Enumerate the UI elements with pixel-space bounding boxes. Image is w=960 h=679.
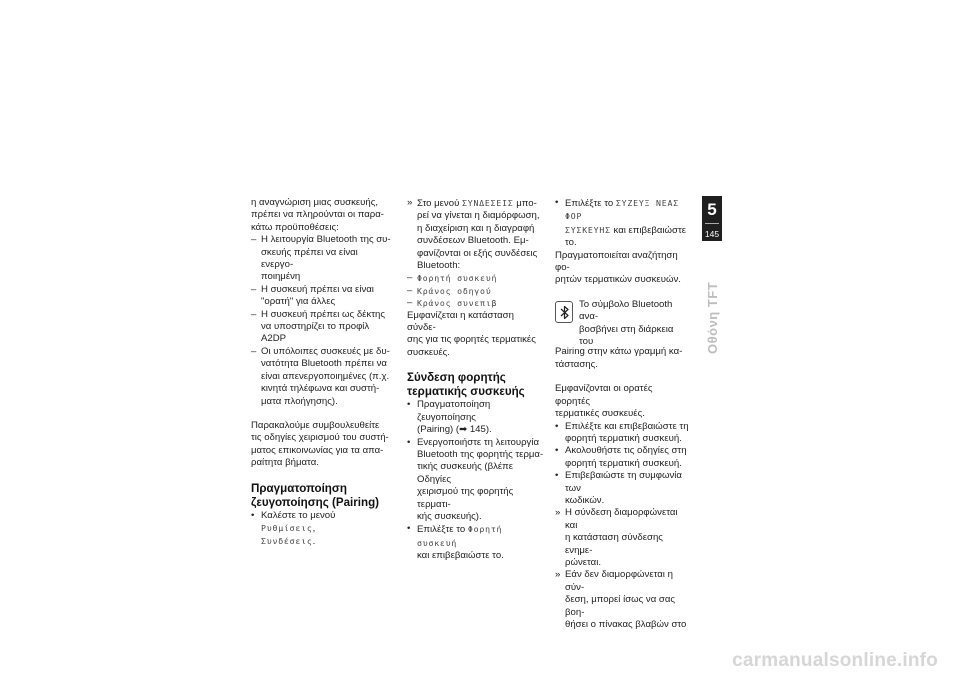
bullet-item xyxy=(555,421,689,446)
menu-name: Ρυθμίσεις xyxy=(261,522,313,533)
bullet-line: Επιλέξτε και επιβεβαιώστε τη xyxy=(565,420,689,432)
section-heading: ζευγοποίησης (Pairing) xyxy=(251,495,380,509)
menu-name: Φορητή συσκευή xyxy=(417,524,503,548)
paragraph-line: τερματικές συσκευές. xyxy=(555,408,645,420)
bullet-text: και επιβεβαιώστε xyxy=(610,224,687,236)
result-line: Εάν δεν διαμορφώνεται η σύν- xyxy=(565,569,673,593)
bullet-marker: • xyxy=(555,197,559,208)
dash-line: ματα πλοήγησης). xyxy=(261,395,338,407)
bullet-marker: • xyxy=(407,436,411,448)
intro-line: κάτω προϋποθέσεις: xyxy=(251,221,339,233)
result-line: θήσει ο πίνακας βλαβών στο xyxy=(565,619,687,630)
dash-line: νατότητα Bluetooth πρέπει να xyxy=(261,358,387,370)
dash-marker: – xyxy=(407,284,413,296)
dash-line: Οι υπόλοιπες συσκευές με δυ- xyxy=(261,345,390,357)
arrow-marker: » xyxy=(555,569,561,581)
chapter-tab xyxy=(702,196,722,241)
bluetooth-note xyxy=(555,299,689,349)
bullet-line: Επιβεβαιώστε τη συμφωνία των xyxy=(565,470,682,494)
bullet-line: χειρισμού της φορητής τερματι- xyxy=(417,486,514,510)
text-column-2 xyxy=(407,197,545,563)
paragraph-line: Παρακαλούμε συμβουλευθείτε xyxy=(251,419,380,431)
bullet-marker: • xyxy=(407,399,411,411)
separator: , xyxy=(312,522,316,534)
result-line: ρώνεται. xyxy=(565,556,602,568)
paragraph-line: Εμφανίζονται οι ορατές φορητές xyxy=(555,383,653,407)
chapter-title-strip xyxy=(703,244,723,354)
punctuation: . xyxy=(312,536,316,548)
dash-item xyxy=(251,284,391,309)
dash-line: να υποστηρίζει το προφίλ A2DP xyxy=(261,321,370,345)
bullet-text: Επιλέξτε το xyxy=(565,198,616,209)
result-line: Bluetooth: xyxy=(417,260,461,272)
bullet-text: Επιλέξτε το xyxy=(417,524,468,536)
dash-marker: – xyxy=(407,297,413,309)
dash-marker: – xyxy=(251,308,257,320)
menu-name: ΣΥΖΕΥΞ ΝΕΑΣ ΦΟΡ xyxy=(565,198,679,222)
section-heading: τερματικής συσκευής xyxy=(407,385,525,399)
bullet-line: Ακολουθήστε τις οδηγίες στη xyxy=(565,445,687,457)
paragraph-line: ραίτητα βήματα. xyxy=(251,457,319,469)
bluetooth-icon xyxy=(555,301,573,323)
dash-line: κινητά τηλέφωνα και συστή- xyxy=(261,383,380,395)
text-column-1 xyxy=(251,197,391,549)
bullet-item xyxy=(555,470,689,507)
section-heading: Πραγματοποίηση xyxy=(251,481,347,495)
dash-item xyxy=(251,309,391,346)
paragraph-line: σης για τις φορητές τερματικές xyxy=(407,334,536,346)
bullet-text: Καλέστε το μενού xyxy=(261,509,336,521)
bullet-line: τικής συσκευής (βλέπε Οδηγίες xyxy=(417,461,514,485)
result-line: συνδέσεων Bluetooth. Εμ- xyxy=(417,235,529,247)
paragraph-line: συσκευές. xyxy=(407,346,450,358)
chapter-title: Οθόνη TFT xyxy=(705,281,720,354)
page-number: 145 xyxy=(704,229,720,239)
bullet-line: (Pairing) (➡ 145). xyxy=(417,424,492,436)
dash-item xyxy=(251,346,391,408)
dash-item xyxy=(407,272,545,284)
dash-item xyxy=(251,234,391,284)
arrow-marker: » xyxy=(555,507,561,519)
intro-line: η αναγνώριση μιας συσκευής, xyxy=(251,197,379,208)
dash-line: σκευής πρέπει να είναι ενεργο- xyxy=(261,246,358,271)
dash-item xyxy=(407,297,545,309)
paragraph-line: ματος επικοινωνίας για τα απα- xyxy=(251,444,384,456)
dash-line: Η συσκευή πρέπει ως δέκτης xyxy=(261,308,385,320)
bullet-item xyxy=(251,510,391,549)
dash-line: "ορατή" για άλλες xyxy=(261,296,336,308)
note-line: Το σύμβολο Bluetooth ανα- xyxy=(579,298,673,323)
menu-name: Συνδέσεις xyxy=(261,536,313,547)
bullet-line: φορητή τερματική συσκευή. xyxy=(565,432,682,444)
dash-line: Η λειτουργία Bluetooth της συ- xyxy=(261,234,391,246)
result-line: δεση, μπορεί ίσως να σας βοη- xyxy=(565,594,676,618)
dash-line: είναι απενεργοποιημένες (π.χ. xyxy=(261,370,390,382)
connection-name: Φορητή συσκευή xyxy=(417,273,498,284)
section-heading: Σύνδεση φορητής xyxy=(407,371,506,385)
result-line: Η σύνδεση διαμορφώνεται και xyxy=(565,507,678,531)
dash-line: Η συσκευή πρέπει να είναι xyxy=(261,283,374,295)
paragraph-line: τις οδηγίες χειρισμού του συστή- xyxy=(251,432,389,444)
bullet-line: Ενεργοποιήστε τη λειτουργία xyxy=(417,436,540,448)
bullet-line: κής συσκευής). xyxy=(417,510,482,522)
dash-line: ποιημένη xyxy=(261,271,301,283)
connection-name: Κράνος οδηγού xyxy=(417,285,492,296)
result-item xyxy=(555,569,689,631)
result-line: η διαχείριση και η διαγραφή xyxy=(417,222,535,234)
paragraph-line: Πραγματοποιείται αναζήτηση φο- xyxy=(555,249,678,274)
bullet-marker: • xyxy=(407,523,411,535)
watermark: carmanualsonline.info xyxy=(732,650,938,671)
result-text: μπο- xyxy=(513,198,537,209)
text-column-3 xyxy=(555,197,689,631)
bullet-line: το. xyxy=(565,237,577,249)
dash-marker: – xyxy=(407,272,413,284)
bullet-line: και επιβεβαιώστε το. xyxy=(417,550,504,562)
paragraph-line: Εμφανίζεται η κατάσταση σύνδε- xyxy=(407,309,514,334)
arrow-marker: » xyxy=(407,197,413,208)
bullet-line: φορητή τερματική συσκευή. xyxy=(565,457,682,469)
bullet-item xyxy=(555,197,689,250)
result-text: Στο μενού xyxy=(417,198,462,209)
intro-line: πρέπει να πληρούνται οι παρα- xyxy=(251,209,385,221)
dash-marker: – xyxy=(251,345,257,357)
bullet-marker: • xyxy=(555,420,559,432)
note-line: Pairing στην κάτω γραμμή κα- xyxy=(555,346,683,358)
menu-name: ΣΥΣΚΕΥΗΣ xyxy=(565,224,611,235)
bullet-item xyxy=(407,437,545,524)
bullet-marker: • xyxy=(555,470,559,482)
dash-marker: – xyxy=(251,234,257,246)
dash-marker: – xyxy=(251,283,257,295)
result-item xyxy=(555,507,689,569)
bullet-item xyxy=(407,399,545,436)
result-line: φανίζονται οι εξής συνδέσεις xyxy=(417,247,538,259)
bullet-marker: • xyxy=(555,445,559,457)
note-line: βοσβήνει στη διάρκεια του xyxy=(579,323,674,348)
result-item xyxy=(407,197,545,272)
note-line: τάστασης. xyxy=(555,358,598,370)
chapter-number: 5 xyxy=(707,200,717,219)
bullet-line: κωδικών. xyxy=(565,494,605,506)
bullet-marker: • xyxy=(251,509,255,521)
connection-name: Κράνος συνεπιβ xyxy=(417,298,498,309)
bullet-line: Πραγματοποίηση ζευγοποίησης xyxy=(417,399,491,423)
bullet-item xyxy=(555,445,689,470)
bullet-item xyxy=(407,523,545,562)
dash-item xyxy=(407,285,545,297)
result-line: ρεί να γίνεται η διαμόρφωση, xyxy=(417,210,540,222)
paragraph-line: ρητών τερματικών συσκευών. xyxy=(555,274,681,286)
tab-divider xyxy=(705,223,719,224)
result-line: η κατάσταση σύνδεσης ενημε- xyxy=(565,532,663,556)
bullet-line: Bluetooth της φορητής τερμα- xyxy=(417,448,544,460)
menu-name: ΣΥΝΔΕΣΕΙΣ xyxy=(461,198,514,208)
